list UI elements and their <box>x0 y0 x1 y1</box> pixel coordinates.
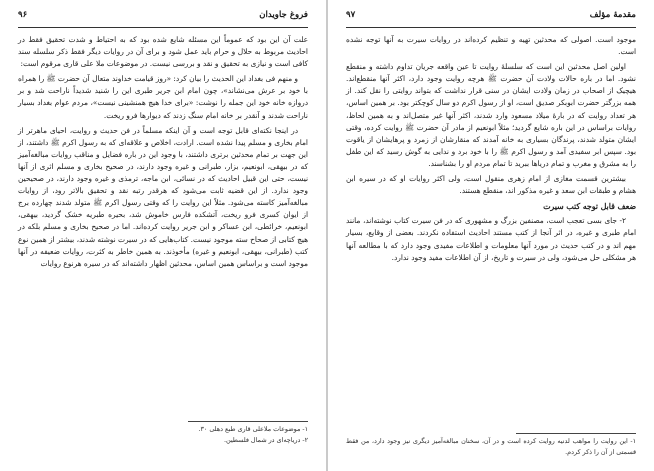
left-page-number: ۹۶ <box>18 10 28 20</box>
right-paragraph-2: اولین اصل محدثین این است که سلسلهٔ روایت تا عین واقعه جریان تداوم داشته و منقطع نشود. اما در باره حالات ولادت آن حضرت ﷺ هرچه روایت وجود دارد، اکثر آنها منقطع‌اند. هیچیک از اصحاب در زمان ولادت ایشان در سنی قرار نداشت که بتواند روایتی را نقل کند. از همه بزرگتر حضرت ابوبکر صدیق است، او از رسول اکرم دو سال کوچکتر بود. بر همین اساس، هر تعداد روایت که در بارهٔ میلاد مسعود وارد شدند، اکثر آنها غیر متصل‌اند و به همین لحاظ، روایات براساس در این باره شایع گردید؛ مثلاً ابونعیم از مادر آن حضرت ﷺ روایت کرده، وقتی ایشان متولد شدند، پرندگان بسیاری به خانه آمدند که منقارشان از زمرد و پرهایشان از یاقوت بود. سپس ابر سفیدی آمد و رسول اکرم ﷺ را با خود برد و ندایی به گوش رسید که این طفل را به مشرق و مغرب و تمام دریاها ببرید تا تمام مردم او را بشناسند. <box>346 62 636 168</box>
left-page-body <box>18 34 308 273</box>
right-page-number: ۹۷ <box>346 10 356 20</box>
section-heading: ضعف قابل توجه کتب سیرت <box>543 202 636 212</box>
right-paragraph-3: بیشترین قسمت مغازی از امام زهری منقول است، ولی اکثر روایات او که در سیره ابن هشام و طبقات ابن سعد و غیره مذکور اند، منقطع هستند. <box>346 174 636 196</box>
left-page-header <box>18 10 308 24</box>
left-footnotes <box>18 424 308 445</box>
right-page-running-title: مقدمهٔ مؤلف <box>589 10 636 20</box>
left-footnote-1: ۱- موضوعات ملاعلی قاری طبع دهلی ۳۰. <box>198 425 308 433</box>
left-footnote-rule <box>188 421 308 422</box>
left-header-rule <box>18 27 308 28</box>
left-footnote-2: ۲- دریاچه‌ای در شمال فلسطین. <box>223 435 308 444</box>
right-page-header <box>346 10 636 24</box>
left-paragraph-3: در اینجا نکته‌ای قابل توجه است و آن اینکه مسلماً در فن حدیث و روایت، احیای ماهرتر از امام بخاری و مسلم پیدا نشده است. ارادت، اخلاص و علاقه‌ای که به رسول اکرم ﷺ داشتند، از این جهت بر تمام محدثین برتری داشتند، با وجود این در باره فضایل و مناقب روایات مبالغه‌آمیز که در بیهقی، ابونعیم، بزار، طبرانی و غیره وجود دارند، در صحیح بخاری و مسلم اثری از آنها نیست، حتی این قبیل احادیث که در نسائی، ابن ماجه، ترمذی و غیره وجود دارند، در صحیحین وجود ندارد. از این قضیه ثابت می‌شود که هرقدر رتبه نقد و تحقیق بالاتر رود، از روایات مبالغه‌آمیز کاسته می‌شود. مثلاً این روایت را که وقتی رسول اکرم ﷺ متولد شدند چهارده برج از ایوان کسری فرو ریخت، آتشکده فارس خاموش شد، بحیره طبریه خشک گردید، بیهقی، ابونعیم، خرائطی، ابن عساکر و ابن جریر روایت کرده‌اند. اما در صحیح بخاری و مسلم بلکه در هیچ کتابی از صحاح سته موجود نیست. کتاب‌هایی که در سیرت نوشته شدند، بیشتر از همین نوع کتب (طبرانی، بیهقی، ابونعیم و غیره) مأخوذند. به همین خاطر به کثرت، روایات ضعیفه در آنها موجود است و براساس همین اساس، محدثین اظهار داشته‌اند که در سیره هرنوع روایات <box>18 125 308 268</box>
left-paragraph-1: علت آن این بود که عموماً این مسئله شایع شده بود که به احتیاط و شدت تحقیق فقط در احادیث مربوط به حلال و حرام باید عمل شود و برای آن در روایات دیگر فقط ذکر سلسله سند کافی است و نیازی به تحقیق و نقد و بررسی نیست. در موضوعات ملا علی قاری مرقوم است: <box>18 35 308 69</box>
right-paragraph-1: موجود است. اصولی که محدثین تهیه و تنظیم کرده‌اند در روایات سیرت به آنها توجه نشده است. <box>346 35 636 57</box>
right-footnote-rule <box>516 433 636 434</box>
right-page-body <box>346 34 636 267</box>
left-paragraph-2: و منهم فی بغداد این الحدیث را بیان کرد: «روز قیامت خداوند متعال آن حضرت ﷺ را همراه با خود بر عرش می‌نشاند»، چون امام ابن جریر طبری این را شنید شدیداً ناراحت شد و بر دروازه خانه خود این جمله را نوشت: «برای خدا هیچ همنشینی نیست»، مردم عوام بغداد بسیار ناراحت شدند و آنقدر بر خانه امام سنگ زدند که دیوارها فرو ریخت. <box>18 74 308 120</box>
right-header-rule <box>346 27 636 28</box>
left-page-running-title: فروغ جاویدان <box>259 10 308 20</box>
right-footnotes <box>346 436 636 457</box>
right-section-paragraph: ۲- جای بسی تعجب است، مصنفین بزرگ و مشهوری که در فن سیرت کتاب نوشته‌اند، مانند امام طبری و غیره، در اثر آنجا از کتب مستند احادیث استفاده نکردند. بعضی از وقایع، بسیار مهم اند و در کتب حدیث در مورد آنها معلومات و اطلاعات مفیدی وجود دارد که با مطالعه آنها هر مشکلی حل می‌شود، ولی در سیرت و تاریخ، از آن اطلاعات مفید وجود ندارد. <box>346 216 636 262</box>
left-page <box>0 0 326 471</box>
right-page <box>328 0 654 471</box>
right-footnote-1: ۱- این روایت را مواهب لدنیه روایت کرده است و در آن، سخنان مبالغه‌آمیز دیگری نیز وجود دارد، من فقط قسمتی از آن را ذکر کردم. <box>346 437 636 456</box>
